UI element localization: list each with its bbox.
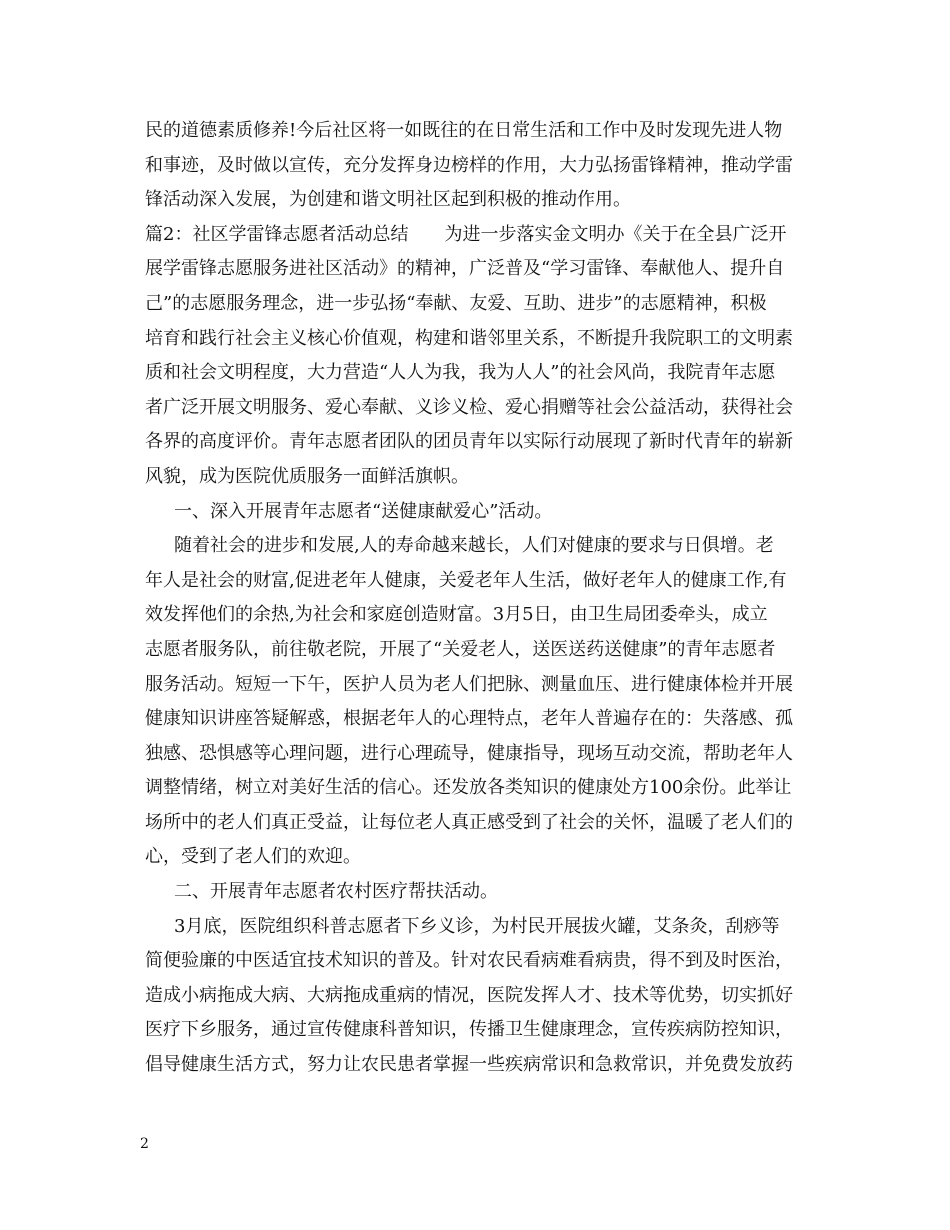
text-line: 随着社会的进步和发展,人的寿命越来越长，人们对健康的要求与日俱增。老 bbox=[174, 535, 774, 557]
text-line: 健康知识讲座答疑解惑，根据老年人的心理特点，老年人普遍存在的：失落感、孤 bbox=[145, 708, 793, 730]
text-line: 民的道德素质修养!今后社区将一如既往的在日常生活和工作中及时发现先进人物 bbox=[145, 120, 783, 141]
text-line: 效发挥他们的余热,为社会和家庭创造财富。3月5日，由卫生局团委牵头，成立 bbox=[145, 604, 768, 626]
text-line: 己”的志愿服务理念，进一步弘扬“奉献、友爱、互助、进步”的志愿精神，积极 bbox=[145, 292, 767, 314]
text-line: 志愿者服务队，前往敬老院，开展了“关爱老人，送医送药送健康”的青年志愿者 bbox=[145, 638, 776, 660]
text-line: 和事迹，及时做以宣传，充分发挥身边榜样的作用，大力弘扬雷锋精神，推动学雷 bbox=[145, 154, 793, 176]
text-line: 展学雷锋志愿服务进社区活动》的精神，广泛普及“学习雷锋、奉献他人、提升自 bbox=[145, 258, 785, 280]
section-heading: 二、开展青年志愿者农村医疗帮扶活动。 bbox=[174, 881, 498, 903]
text-line: 服务活动。短短一下午，医护人员为老人们把脉、测量血压、进行健康体检并开展 bbox=[145, 673, 793, 695]
text-line: 场所中的老人们真正受益，让每位老人真正感受到了社会的关怀，温暖了老人们的 bbox=[145, 811, 793, 833]
text-line: 年人是社会的财富,促进老年人健康，关爱老年人生活，做好老年人的健康工作,有 bbox=[145, 569, 787, 591]
text-line: 简便验廉的中医适宜技术知识的普及。针对农民看病难看病贵，得不到及时医治， bbox=[145, 950, 793, 972]
text-line: 医疗下乡服务，通过宣传健康科普知识，传播卫生健康理念，宣传疾病防控知识， bbox=[145, 1019, 793, 1041]
text-line: 各界的高度评价。青年志愿者团队的团员青年以实际行动展现了新时代青年的崭新 bbox=[145, 431, 793, 453]
text-line: 质和社会文明程度，大力营造“人人为我，我为人人”的社会风尚，我院青年志愿 bbox=[145, 362, 776, 384]
page-number: 2 bbox=[140, 1136, 149, 1152]
text-line: 倡导健康生活方式，努力让农民患者掌握一些疾病常识和急救常识，并免费发放药 bbox=[145, 1054, 793, 1076]
text-line: 风貌，成为医院优质服务一面鲜活旗帜。 bbox=[145, 465, 469, 487]
text-line: 锋活动深入发展，为创建和谐文明社区起到积极的推动作用。 bbox=[145, 189, 631, 211]
text-line: 心，受到了老人们的欢迎。 bbox=[145, 846, 361, 868]
text-line: 篇2：社区学雷锋志愿者活动总结 为进一步落实金文明办《关于在全县广泛开 bbox=[145, 223, 787, 245]
text-line: 3月底，医院组织科普志愿者下乡义诊，为村民开展拔火罐，艾条灸，刮痧等 bbox=[174, 915, 780, 937]
section-heading: 一、深入开展青年志愿者“送健康献爱心”活动。 bbox=[174, 500, 553, 522]
body-text bbox=[145, 114, 810, 1083]
text-line: 独感、恐惧感等心理问题，进行心理疏导，健康指导，现场互动交流，帮助老年人 bbox=[145, 742, 793, 764]
text-line: 造成小病拖成大病、大病拖成重病的情况，医院发挥人才、技术等优势，切实抓好 bbox=[145, 984, 793, 1006]
text-line: 者广泛开展文明服务、爱心奉献、义诊义检、爱心捐赠等社会公益活动，获得社会 bbox=[145, 396, 793, 418]
text-line: 培育和践行社会主义核心价值观，构建和谐邻里关系，不断提升我院职工的文明素 bbox=[145, 327, 793, 349]
text-line: 调整情绪，树立对美好生活的信心。还发放各类知识的健康处方100余份。此举让 bbox=[145, 777, 792, 799]
